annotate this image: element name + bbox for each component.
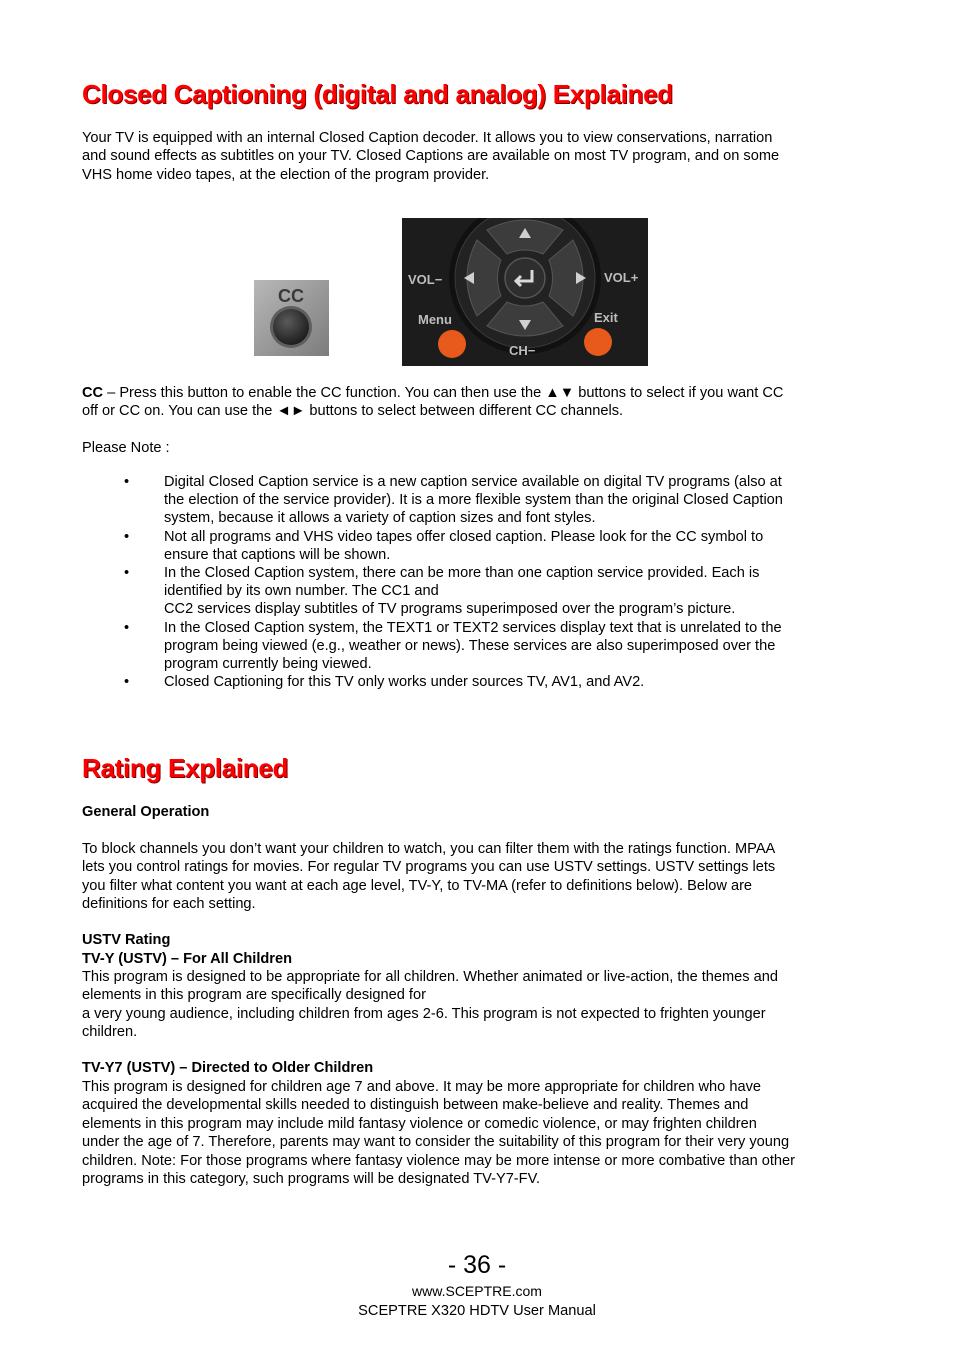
please-note-label: Please Note :	[82, 440, 170, 456]
vol-minus-label: VOL−	[408, 272, 443, 287]
list-item	[82, 673, 798, 691]
bullet-icon: •	[124, 674, 130, 691]
list-item-text: Not all programs and VHS video tapes offer closed caption. Please look for the CC symbol to ensure that captions will be shown.	[164, 528, 764, 563]
note-bullet-list	[82, 473, 798, 691]
tv-y-heading: TV-Y (USTV) – For All Children	[82, 951, 293, 967]
page-number: - 36 -	[447, 1251, 507, 1279]
exit-button	[584, 328, 612, 356]
cc-description	[82, 384, 798, 421]
section-title-rating: Rating Explained	[82, 753, 289, 783]
general-operation-text: To block channels you don’t want your children to watch, you can filter them with the ratings function. MPAA lets you control ratings for movies. For regular TV programs you can use USTV settings. USTV settings lets you filter what content you want at each age level, TV-Y, to TV-MA (refer to definitions below). Below are definitions for each setting.	[82, 841, 776, 913]
ustv-rating-heading: USTV Rating	[82, 932, 171, 948]
menu-button	[438, 330, 466, 358]
general-operation-heading: General Operation	[82, 804, 210, 820]
menu-label: Menu	[418, 312, 452, 327]
bullet-icon: •	[124, 474, 130, 490]
list-item	[82, 528, 798, 564]
footer-website: www.SCEPTRE.com	[412, 1283, 542, 1299]
cc-description-text: – Press this button to enable the CC function. You can then use the ▲▼ buttons to select if you want CC off or CC on. You can use the ◄► buttons to select between different CC channels.	[82, 385, 784, 420]
tv-y-text	[82, 968, 798, 1042]
exit-label: Exit	[594, 310, 618, 325]
vol-plus-label: VOL+	[604, 270, 639, 285]
list-item	[82, 564, 798, 619]
tv-y-text-part1: This program is designed to be appropriate for all children. Whether animated or live-action, the themes and elements in this program are specifically designed for	[82, 969, 779, 1004]
tv-y7-heading: TV-Y7 (USTV) – Directed to Older Children	[82, 1060, 374, 1076]
list-item-text: Closed Captioning for this TV only works under sources TV, AV1, and AV2.	[164, 674, 645, 691]
list-item-text-continued: CC2 services display subtitles of TV programs superimposed over the program’s picture.	[164, 601, 736, 618]
list-item-text: In the Closed Caption system, there can be more than one caption service provided. Each is identified by its own number. The CC1 and	[164, 565, 760, 600]
bullet-icon: •	[124, 528, 130, 545]
list-item-text: Digital Closed Caption service is a new caption service available on digital TV programs (also at the election of the service provider). It is a more flexible system than the original Closed Caption system, because it allows a variety of caption sizes and font styles.	[164, 474, 783, 527]
tv-y7-text: This program is designed for children age 7 and above. It may be more appropriate for children who have acquired the developmental skills needed to distinguish between make-believe and reality. Themes and elements in this program may include mild fantasy violence or comedic violence, or may frighten children under the age of 7. Therefore, parents may want to consider the suitability of this program for their very young children. Note: For those programs where fantasy violence may be more intense or more combative than other programs in this category, such programs will be designated TV-Y7-FV.	[82, 1079, 796, 1188]
tv-y-text-part2: a very young audience, including children from ages 2-6. This program is not expected to frighten younger children.	[82, 1005, 766, 1041]
cc-term: CC	[82, 385, 104, 401]
bullet-icon: •	[124, 565, 130, 582]
bullet-icon: •	[124, 619, 130, 636]
section-title-closed-captioning: Closed Captioning (digital and analog) Explained	[82, 79, 673, 109]
footer-manual-title: SCEPTRE X320 HDTV User Manual	[358, 1303, 596, 1319]
cc-button-label: CC	[278, 286, 304, 306]
intro-paragraph: Your TV is equipped with an internal Closed Caption decoder. It allows you to view conservations, narration and sound effects as subtitles on your TV. Closed Captions are available on most TV program, and on some VHS home video tapes, at the election of the program provider.	[82, 130, 780, 183]
cc-button-image	[254, 280, 329, 356]
list-item	[82, 473, 798, 528]
list-item	[82, 619, 798, 674]
ch-minus-label: CH−	[509, 343, 536, 358]
remote-control-image	[402, 218, 648, 366]
cc-round-button	[273, 309, 309, 345]
list-item-text: In the Closed Caption system, the TEXT1 or TEXT2 services display text that is unrelated to the program being viewed (e.g., weather or news). These services are also superimposed over the program currently being viewed.	[164, 619, 782, 673]
